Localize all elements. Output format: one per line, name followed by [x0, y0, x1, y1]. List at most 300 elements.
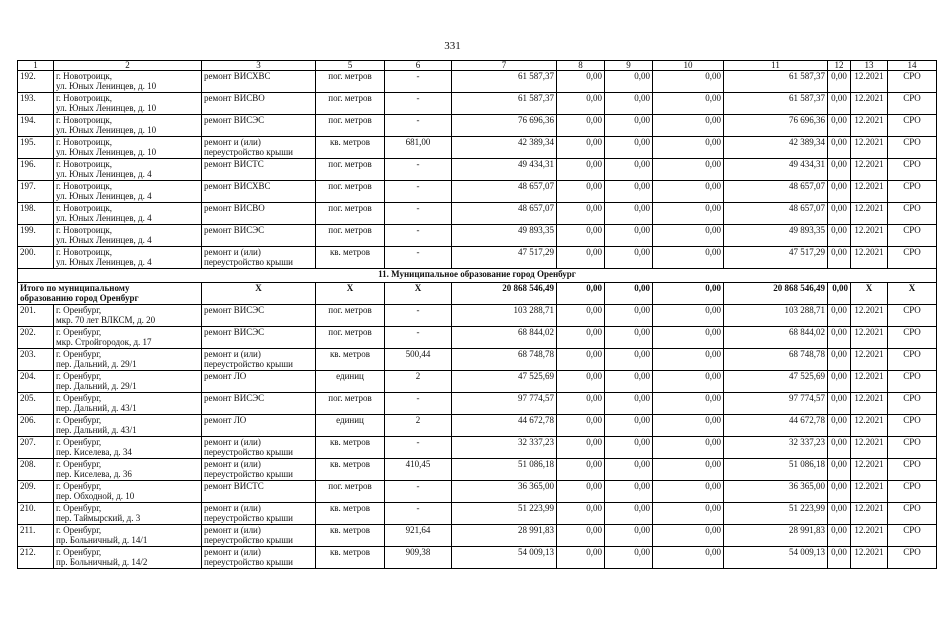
cost-total: 76 696,36: [452, 115, 557, 137]
work-type: [202, 349, 316, 371]
work-type: [202, 503, 316, 525]
table-row: [18, 349, 937, 371]
work-type-line1: ремонт и (или): [204, 349, 261, 359]
cost-total: 97 774,57: [452, 393, 557, 415]
row-number: 199.: [18, 225, 54, 247]
quantity: -: [385, 71, 452, 93]
address: [54, 459, 202, 481]
cost-owners: 49 893,35: [724, 225, 828, 247]
section-block: [18, 269, 937, 305]
unit: пог. метров: [316, 115, 385, 137]
method: СРО: [888, 181, 937, 203]
table-row: [18, 393, 937, 415]
cost-total: 103 288,71: [452, 305, 557, 327]
work-type: [202, 159, 316, 181]
total-col6: X: [385, 283, 452, 305]
total-col9: 0,00: [605, 283, 653, 305]
cost-region: 0,00: [605, 327, 653, 349]
cost-local: 0,00: [653, 525, 724, 547]
total-col8: 0,00: [557, 283, 605, 305]
cost-local: 0,00: [653, 327, 724, 349]
row-number: 200.: [18, 247, 54, 269]
deadline: 12.2021: [851, 181, 888, 203]
method: СРО: [888, 159, 937, 181]
cost-total: 68 748,78: [452, 349, 557, 371]
address-line1: г. Новотроицк,: [56, 225, 113, 235]
col-12: 0,00: [828, 225, 851, 247]
work-type: [202, 115, 316, 137]
method: СРО: [888, 503, 937, 525]
col-12: 0,00: [828, 481, 851, 503]
unit: пог. метров: [316, 93, 385, 115]
unit: кв. метров: [316, 503, 385, 525]
cost-total: 44 672,78: [452, 415, 557, 437]
work-type: [202, 327, 316, 349]
row-number: 210.: [18, 503, 54, 525]
deadline: 12.2021: [851, 327, 888, 349]
row-number: 198.: [18, 203, 54, 225]
unit: пог. метров: [316, 481, 385, 503]
cost-region: 0,00: [605, 93, 653, 115]
cost-fund: 0,00: [557, 525, 605, 547]
method: СРО: [888, 459, 937, 481]
address-line1: г. Оренбург,: [56, 547, 102, 557]
row-number: 204.: [18, 371, 54, 393]
unit: кв. метров: [316, 137, 385, 159]
cost-total: 61 587,37: [452, 93, 557, 115]
row-number: 196.: [18, 159, 54, 181]
quantity: -: [385, 159, 452, 181]
column-header: 14: [888, 61, 937, 71]
cost-local: 0,00: [653, 481, 724, 503]
unit: пог. метров: [316, 225, 385, 247]
cost-region: 0,00: [605, 437, 653, 459]
cost-local: 0,00: [653, 371, 724, 393]
work-type: [202, 415, 316, 437]
address: [54, 525, 202, 547]
section-row: [18, 269, 937, 283]
address: [54, 393, 202, 415]
address-line1: г. Оренбург,: [56, 437, 102, 447]
unit: кв. метров: [316, 547, 385, 569]
cost-fund: 0,00: [557, 481, 605, 503]
row-number: 197.: [18, 181, 54, 203]
work-type: [202, 305, 316, 327]
cost-total: 49 893,35: [452, 225, 557, 247]
address: [54, 371, 202, 393]
cost-total: 51 223,99: [452, 503, 557, 525]
table-row: [18, 415, 937, 437]
col-12: 0,00: [828, 71, 851, 93]
address: [54, 247, 202, 269]
address: [54, 93, 202, 115]
address-line2: пер. Киселева, д. 34: [56, 447, 132, 457]
cost-region: 0,00: [605, 305, 653, 327]
work-type-line1: ремонт и (или): [204, 525, 261, 535]
address-line2: ул. Юных Ленинцев, д. 10: [56, 81, 157, 91]
table-row: [18, 203, 937, 225]
method: СРО: [888, 437, 937, 459]
column-header: 11: [724, 61, 828, 71]
cost-owners: 68 844,02: [724, 327, 828, 349]
cost-fund: 0,00: [557, 181, 605, 203]
row-number: 211.: [18, 525, 54, 547]
col-12: 0,00: [828, 371, 851, 393]
address-line1: г. Оренбург,: [56, 503, 102, 513]
work-type-line2: переустройство крыши: [204, 469, 293, 479]
cost-total: 47 517,29: [452, 247, 557, 269]
work-type-line1: ремонт и (или): [204, 547, 261, 557]
cost-local: 0,00: [653, 181, 724, 203]
address-line1: г. Новотроицк,: [56, 137, 113, 147]
cost-region: 0,00: [605, 71, 653, 93]
cost-local: 0,00: [653, 159, 724, 181]
work-type-line1: ремонт ВИСЭС: [204, 305, 265, 315]
cost-fund: 0,00: [557, 115, 605, 137]
address: [54, 159, 202, 181]
quantity: 2: [385, 415, 452, 437]
deadline: 12.2021: [851, 203, 888, 225]
cost-fund: 0,00: [557, 393, 605, 415]
method: СРО: [888, 349, 937, 371]
address-line2: пр. Больничный, д. 14/2: [56, 557, 148, 567]
cost-total: 48 657,07: [452, 203, 557, 225]
cost-fund: 0,00: [557, 437, 605, 459]
cost-total: 32 337,23: [452, 437, 557, 459]
cost-owners: 42 389,34: [724, 137, 828, 159]
unit: единиц: [316, 415, 385, 437]
cost-local: 0,00: [653, 547, 724, 569]
total-col7: 20 868 546,49: [452, 283, 557, 305]
cost-owners: 51 086,18: [724, 459, 828, 481]
col-12: 0,00: [828, 525, 851, 547]
unit: пог. метров: [316, 159, 385, 181]
table-row: [18, 437, 937, 459]
table-row: [18, 305, 937, 327]
quantity: -: [385, 225, 452, 247]
address: [54, 437, 202, 459]
table-row: [18, 481, 937, 503]
work-type-line2: переустройство крыши: [204, 513, 293, 523]
address-line1: г. Оренбург,: [56, 525, 102, 535]
deadline: 12.2021: [851, 437, 888, 459]
address-line1: г. Новотроицк,: [56, 93, 113, 103]
quantity: -: [385, 503, 452, 525]
cost-fund: 0,00: [557, 371, 605, 393]
table-body-orenburg: [18, 305, 937, 569]
cost-owners: 54 009,13: [724, 547, 828, 569]
unit: пог. метров: [316, 203, 385, 225]
cost-local: 0,00: [653, 115, 724, 137]
deadline: 12.2021: [851, 247, 888, 269]
cost-owners: 68 748,78: [724, 349, 828, 371]
column-header: 13: [851, 61, 888, 71]
address-line1: г. Оренбург,: [56, 393, 102, 403]
cost-region: 0,00: [605, 115, 653, 137]
cost-local: 0,00: [653, 305, 724, 327]
unit: пог. метров: [316, 305, 385, 327]
address-line2: ул. Юных Ленинцев, д. 4: [56, 257, 152, 267]
quantity: -: [385, 181, 452, 203]
method: СРО: [888, 481, 937, 503]
total-label-line2: образованию город Оренбург: [20, 293, 139, 303]
total-col12: 0,00: [828, 283, 851, 305]
table-header: [18, 61, 937, 71]
column-header: 3: [202, 61, 316, 71]
col-12: 0,00: [828, 93, 851, 115]
cost-owners: 61 587,37: [724, 71, 828, 93]
cost-total: 28 991,83: [452, 525, 557, 547]
cost-owners: 36 365,00: [724, 481, 828, 503]
table-row: [18, 547, 937, 569]
work-type-line1: ремонт и (или): [204, 137, 261, 147]
total-col5: X: [316, 283, 385, 305]
address-line2: ул. Юных Ленинцев, д. 10: [56, 147, 157, 157]
cost-fund: 0,00: [557, 327, 605, 349]
cost-local: 0,00: [653, 459, 724, 481]
cost-owners: 47 525,69: [724, 371, 828, 393]
work-type-line1: ремонт ВИСЭС: [204, 225, 265, 235]
work-type-line1: ремонт ВИСЭС: [204, 393, 265, 403]
table-row: [18, 225, 937, 247]
address-line1: г. Новотроицк,: [56, 247, 113, 257]
cost-region: 0,00: [605, 225, 653, 247]
section-title: 11. Муниципальное образование город Оренбург: [18, 269, 937, 283]
quantity: -: [385, 393, 452, 415]
address-line1: г. Новотроицк,: [56, 181, 113, 191]
deadline: 12.2021: [851, 415, 888, 437]
quantity: 500,44: [385, 349, 452, 371]
work-type-line1: ремонт и (или): [204, 459, 261, 469]
method: СРО: [888, 547, 937, 569]
table-row: [18, 327, 937, 349]
cost-fund: 0,00: [557, 159, 605, 181]
cost-total: 47 525,69: [452, 371, 557, 393]
cost-owners: 49 434,31: [724, 159, 828, 181]
cost-local: 0,00: [653, 225, 724, 247]
address-line2: пер. Обходной, д. 10: [56, 491, 135, 501]
row-number: 193.: [18, 93, 54, 115]
deadline: 12.2021: [851, 115, 888, 137]
quantity: -: [385, 481, 452, 503]
address-line1: г. Оренбург,: [56, 415, 102, 425]
quantity: -: [385, 327, 452, 349]
address-line2: пр. Больничный, д. 14/1: [56, 535, 148, 545]
deadline: 12.2021: [851, 481, 888, 503]
address-line2: мкр. Стройгородок, д. 17: [56, 337, 152, 347]
work-type: [202, 203, 316, 225]
method: СРО: [888, 393, 937, 415]
total-label-line1: Итого по муниципальному: [20, 283, 130, 293]
cost-local: 0,00: [653, 393, 724, 415]
cost-total: 68 844,02: [452, 327, 557, 349]
col-12: 0,00: [828, 327, 851, 349]
table-row: [18, 159, 937, 181]
col-12: 0,00: [828, 349, 851, 371]
unit: пог. метров: [316, 71, 385, 93]
col-12: 0,00: [828, 437, 851, 459]
cost-owners: 44 672,78: [724, 415, 828, 437]
table-row: [18, 459, 937, 481]
address: [54, 327, 202, 349]
address: [54, 225, 202, 247]
col-12: 0,00: [828, 459, 851, 481]
address-line1: г. Новотроицк,: [56, 115, 113, 125]
address: [54, 547, 202, 569]
address: [54, 415, 202, 437]
register-table: [17, 60, 937, 569]
address-line2: ул. Юных Ленинцев, д. 10: [56, 103, 157, 113]
cost-owners: 48 657,07: [724, 181, 828, 203]
cost-total: 54 009,13: [452, 547, 557, 569]
quantity: -: [385, 203, 452, 225]
work-type: [202, 93, 316, 115]
total-col10: 0,00: [653, 283, 724, 305]
cost-region: 0,00: [605, 415, 653, 437]
deadline: 12.2021: [851, 525, 888, 547]
table-row: [18, 71, 937, 93]
cost-region: 0,00: [605, 181, 653, 203]
total-col3: X: [202, 283, 316, 305]
total-row: [18, 283, 937, 305]
total-label: [18, 283, 202, 305]
address-line1: г. Оренбург,: [56, 371, 102, 381]
work-type-line1: ремонт ВИСТС: [204, 481, 264, 491]
address-line2: пер. Дальний, д. 43/1: [56, 425, 137, 435]
cost-fund: 0,00: [557, 225, 605, 247]
table-row: [18, 93, 937, 115]
work-type-line1: ремонт ВИСТС: [204, 159, 264, 169]
cost-local: 0,00: [653, 203, 724, 225]
cost-total: 51 086,18: [452, 459, 557, 481]
unit: кв. метров: [316, 247, 385, 269]
work-type-line2: переустройство крыши: [204, 557, 293, 567]
work-type: [202, 247, 316, 269]
cost-region: 0,00: [605, 247, 653, 269]
quantity: -: [385, 305, 452, 327]
address: [54, 503, 202, 525]
deadline: 12.2021: [851, 349, 888, 371]
table-row: [18, 247, 937, 269]
cost-region: 0,00: [605, 137, 653, 159]
row-number: 192.: [18, 71, 54, 93]
cost-local: 0,00: [653, 93, 724, 115]
row-number: 206.: [18, 415, 54, 437]
table-row: [18, 503, 937, 525]
unit: кв. метров: [316, 525, 385, 547]
cost-local: 0,00: [653, 349, 724, 371]
method: СРО: [888, 71, 937, 93]
work-type: [202, 225, 316, 247]
cost-owners: 51 223,99: [724, 503, 828, 525]
quantity: -: [385, 93, 452, 115]
work-type-line1: ремонт ВИСЭС: [204, 327, 265, 337]
page-number: 331: [444, 40, 461, 52]
address-line2: ул. Юных Ленинцев, д. 4: [56, 213, 152, 223]
unit: пог. метров: [316, 393, 385, 415]
quantity: 2: [385, 371, 452, 393]
cost-fund: 0,00: [557, 247, 605, 269]
work-type-line1: ремонт ЛО: [204, 415, 247, 425]
cost-fund: 0,00: [557, 71, 605, 93]
quantity: 410,45: [385, 459, 452, 481]
address: [54, 115, 202, 137]
work-type-line1: ремонт ЛО: [204, 371, 247, 381]
row-number: 205.: [18, 393, 54, 415]
address: [54, 71, 202, 93]
cost-fund: 0,00: [557, 349, 605, 371]
cost-region: 0,00: [605, 525, 653, 547]
column-header: 2: [54, 61, 202, 71]
unit: пог. метров: [316, 327, 385, 349]
deadline: 12.2021: [851, 225, 888, 247]
cost-region: 0,00: [605, 503, 653, 525]
table-row: [18, 181, 937, 203]
cost-local: 0,00: [653, 415, 724, 437]
address-line2: ул. Юных Ленинцев, д. 4: [56, 235, 152, 245]
work-type: [202, 181, 316, 203]
work-type: [202, 371, 316, 393]
col-12: 0,00: [828, 181, 851, 203]
quantity: -: [385, 247, 452, 269]
column-header: 12: [828, 61, 851, 71]
deadline: 12.2021: [851, 159, 888, 181]
total-col14: X: [888, 283, 937, 305]
cost-local: 0,00: [653, 437, 724, 459]
method: СРО: [888, 203, 937, 225]
quantity: 921,64: [385, 525, 452, 547]
cost-region: 0,00: [605, 349, 653, 371]
method: СРО: [888, 247, 937, 269]
work-type-line2: переустройство крыши: [204, 359, 293, 369]
table-row: [18, 115, 937, 137]
method: СРО: [888, 327, 937, 349]
address-line1: г. Новотроицк,: [56, 71, 113, 81]
work-type-line2: переустройство крыши: [204, 447, 293, 457]
cost-local: 0,00: [653, 137, 724, 159]
deadline: 12.2021: [851, 137, 888, 159]
cost-local: 0,00: [653, 503, 724, 525]
address-line1: г. Оренбург,: [56, 305, 102, 315]
row-number: 208.: [18, 459, 54, 481]
method: СРО: [888, 371, 937, 393]
col-12: 0,00: [828, 547, 851, 569]
cost-fund: 0,00: [557, 93, 605, 115]
method: СРО: [888, 525, 937, 547]
cost-owners: 97 774,57: [724, 393, 828, 415]
cost-owners: 76 696,36: [724, 115, 828, 137]
cost-owners: 48 657,07: [724, 203, 828, 225]
work-type-line1: ремонт ВИСВО: [204, 203, 265, 213]
address: [54, 349, 202, 371]
work-type: [202, 481, 316, 503]
deadline: 12.2021: [851, 547, 888, 569]
cost-total: 48 657,07: [452, 181, 557, 203]
quantity: 681,00: [385, 137, 452, 159]
address-line2: пер. Дальний, д. 29/1: [56, 359, 137, 369]
col-12: 0,00: [828, 203, 851, 225]
work-type-line2: переустройство крыши: [204, 535, 293, 545]
address-line1: г. Новотроицк,: [56, 159, 113, 169]
deadline: 12.2021: [851, 393, 888, 415]
address: [54, 481, 202, 503]
cost-fund: 0,00: [557, 503, 605, 525]
cost-fund: 0,00: [557, 137, 605, 159]
unit: кв. метров: [316, 437, 385, 459]
work-type: [202, 137, 316, 159]
cost-owners: 32 337,23: [724, 437, 828, 459]
cost-fund: 0,00: [557, 203, 605, 225]
